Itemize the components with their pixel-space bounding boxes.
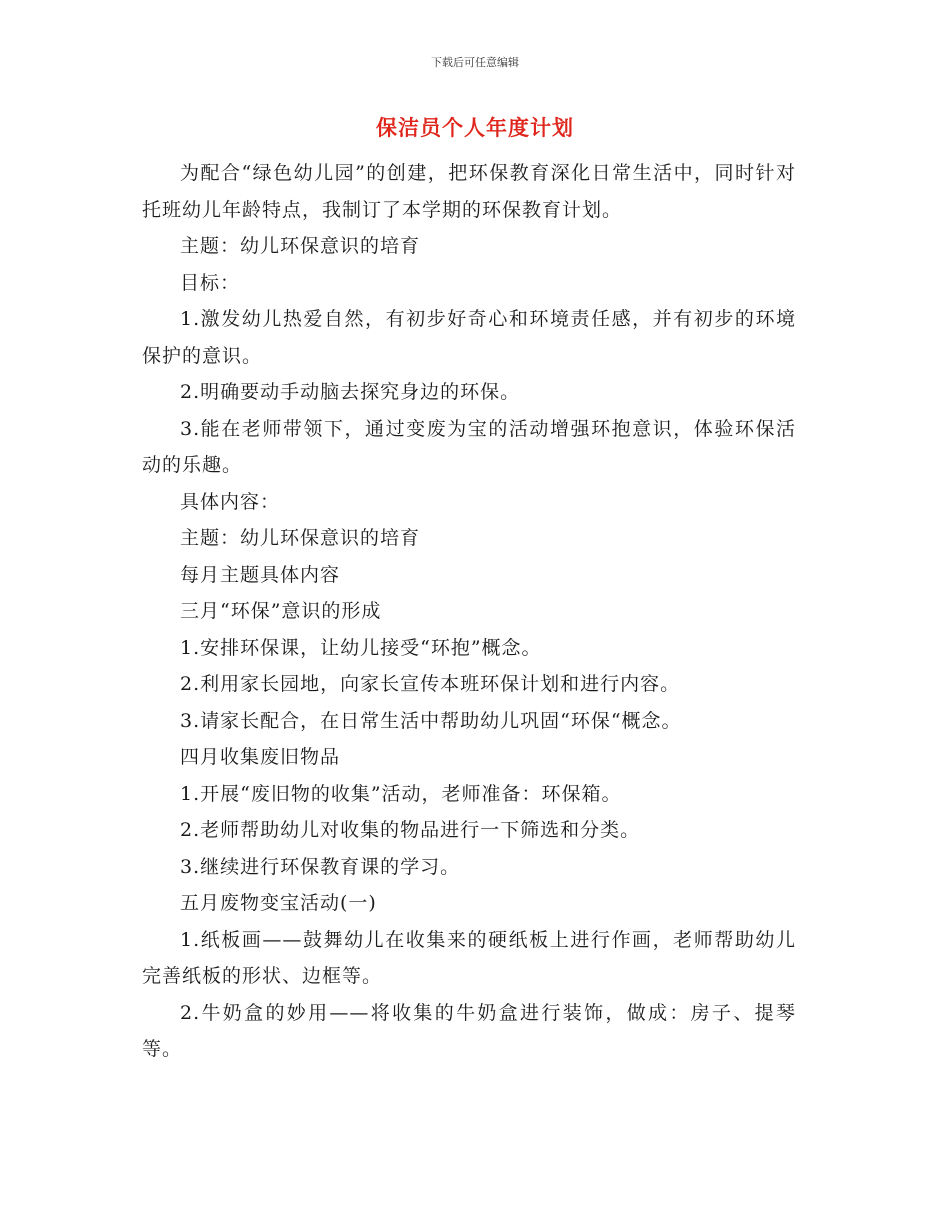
paragraph-april-heading: 四月收集废旧物品 [180,746,341,768]
paragraph-theme: 主题：幼儿环保意识的培育 [180,235,421,257]
document-title: 保洁员个人年度计划 [376,116,574,140]
paragraph-may-heading: 五月废物变宝活动(一) [180,892,377,914]
paragraph-goal-2: 2.明确要动手动脑去探究身边的环保。 [180,381,521,403]
paragraph-march-1: 1.安排环保课，让幼儿接受“环抱”概念。 [180,636,542,659]
paragraph-may-2: 2.牛奶盒的妙用——将收集的牛奶盒进行装饰，做成：房子、提琴等。 [142,1001,796,1060]
paragraph-april-1: 1.开展“废旧物的收集”活动，老师准备：环保箱。 [180,782,622,805]
paragraph-march-3: 3.请家长配合，在日常生活中帮助幼儿巩固“环保“概念。 [180,709,682,732]
paragraph-goal-3: 3.能在老师带领下，通过变废为宝的活动增强环抱意识，体验环保活动的乐趣。 [142,417,796,476]
paragraph-goals-heading: 目标： [180,271,241,294]
paragraph-monthly-heading: 每月主题具体内容 [180,563,341,586]
header-note: 下载后可任意编辑 [431,56,519,69]
paragraph-content-heading: 具体内容： [180,490,281,513]
paragraph-march-heading: 三月“环保”意识的形成 [180,600,382,622]
paragraph-intro: 为配合“绿色幼儿园”的创建，把环保教育深化日常生活中，同时针对托班幼儿年龄特点，我制订了本学期的环保教育计划。 [142,162,796,221]
document-body [142,155,796,1068]
paragraph-theme-repeat: 主题：幼儿环保意识的培育 [180,527,421,549]
paragraph-may-1: 1.纸板画——鼓舞幼儿在收集来的硬纸板上进行作画，老师帮助幼儿完善纸板的形状、边框等。 [142,928,796,987]
paragraph-goal-1: 1.激发幼儿热爱自然，有初步好奇心和环境责任感，并有初步的环境保护的意识。 [142,308,796,367]
paragraph-march-2: 2.利用家长园地，向家长宣传本班环保计划和进行内容。 [180,673,681,695]
paragraph-april-3: 3.继续进行环保教育课的学习。 [180,855,461,878]
paragraph-april-2: 2.老师帮助幼儿对收集的物品进行一下筛选和分类。 [180,819,641,841]
